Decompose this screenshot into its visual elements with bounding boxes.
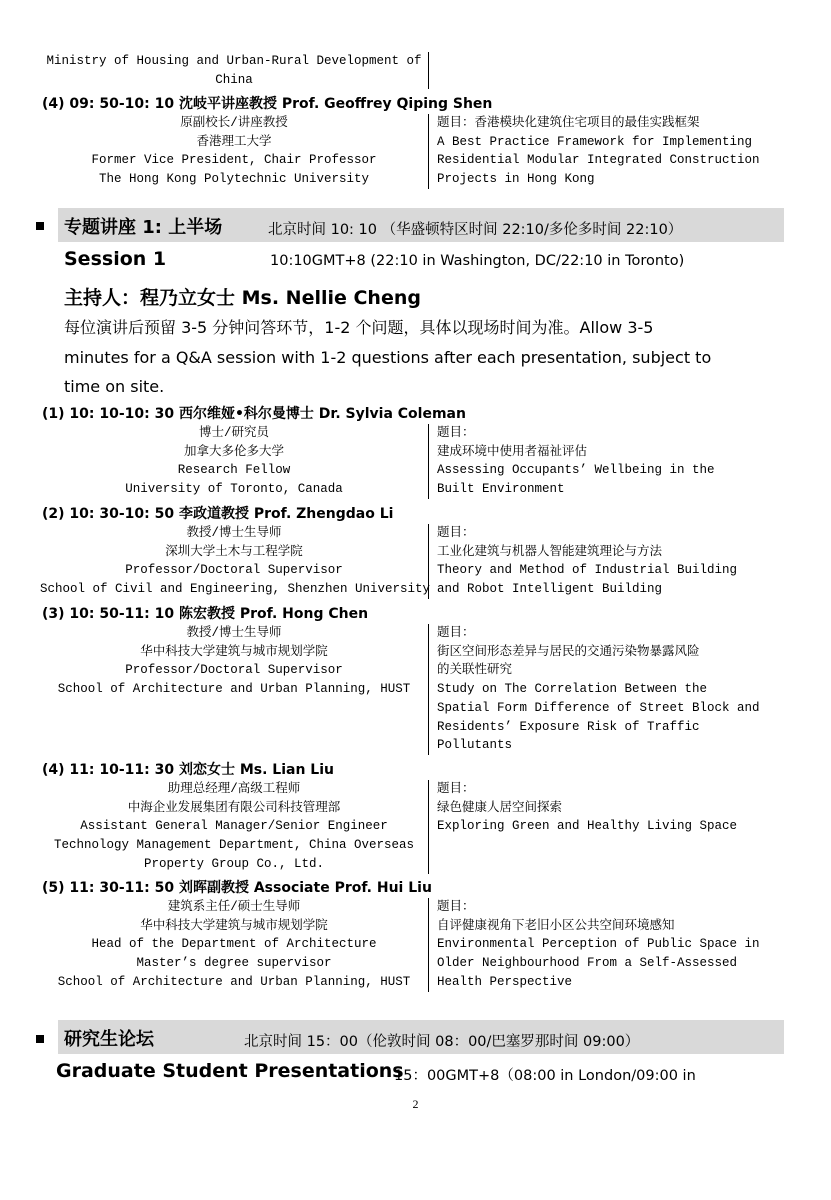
speaker-line: 助理总经理/高级工程师 xyxy=(167,782,301,796)
talk-speaker xyxy=(40,780,428,874)
topic-line: Health Perspective xyxy=(437,974,573,989)
topic-line: Pollutants xyxy=(437,738,513,753)
note-line: time on site. xyxy=(64,377,165,396)
speaker-line: Assistant General Manager/Senior Engineer xyxy=(80,819,388,834)
affiliation-line: Ministry of Housing and Urban-Rural Development of xyxy=(46,54,422,68)
speaker-line: 博士/研究员 xyxy=(198,426,269,440)
topic-line: Assessing Occupants’ Wellbeing in the xyxy=(437,463,715,478)
opening-talk-details xyxy=(40,114,800,189)
speaker-line: School of Architecture and Urban Planning, HUST xyxy=(57,974,411,989)
topic-line: 题目： xyxy=(437,782,475,796)
opening-talk-topic xyxy=(428,114,797,189)
topic-line: 自评健康视角下老旧小区公共空间环境感知 xyxy=(437,918,675,933)
speaker-line: School of Civil and Engineering, Shenzhen University xyxy=(40,582,431,597)
topic-line: Study on The Correlation Between the xyxy=(437,682,708,697)
topic-line: Exploring Green and Healthy Living Space xyxy=(437,819,738,834)
speaker-line: 华中科技大学建筑与城市规划学院 xyxy=(140,918,328,933)
speaker-line: Professor/Doctoral Supervisor xyxy=(125,663,343,678)
talk-speaker xyxy=(40,524,431,599)
talk-topic xyxy=(428,624,797,755)
session1-label: Session 1 xyxy=(64,248,167,270)
grad-title: Graduate Student Presentations xyxy=(56,1060,404,1082)
speaker-line: Technology Management Department, China Overseas xyxy=(53,838,415,853)
speaker-line: Head of the Department of Architecture xyxy=(91,937,377,952)
opening-talk-header: (4) 09: 50-10: 10 沈岐平讲座教授 Prof. Geoffrey Qiping Shen xyxy=(42,96,493,112)
talk-header: (3) 10: 50-11: 10 陈宏教授 Prof. Hong Chen xyxy=(42,606,369,622)
page-number: 2 xyxy=(412,1097,419,1111)
session1-time: 10:10GMT+8 (22:10 in Washington, DC/22:10 in Toronto) xyxy=(270,253,685,269)
speaker-line: 教授/博士生导师 xyxy=(186,526,282,540)
topic-line: 建成环境中使用者福祉评估 xyxy=(437,444,588,459)
session1-bullet-icon xyxy=(36,222,44,230)
top-affiliation-left xyxy=(40,52,428,89)
speaker-line: 原副校长/讲座教授 xyxy=(180,116,288,130)
opening-talk-speaker xyxy=(40,114,428,189)
speaker-line: 教授/博士生导师 xyxy=(186,626,282,640)
talk-details xyxy=(40,780,800,874)
talk-header: (4) 11: 10-11: 30 刘恋女士 Ms. Lian Liu xyxy=(42,762,334,778)
speaker-line: 建筑系主任/硕士生导师 xyxy=(167,900,301,914)
session1-host: 主持人：程乃立女士 Ms. Nellie Cheng xyxy=(64,287,421,309)
affiliation-line: China xyxy=(215,72,253,87)
topic-line: Built Environment xyxy=(437,482,565,497)
grad-banner-title: 研究生论坛 xyxy=(64,1029,154,1050)
topic-line: Theory and Method of Industrial Building xyxy=(437,563,738,578)
note-line: 每位演讲后预留 3-5 分钟问答环节，1-2 个问题，具体以现场时间为准。Allow 3-5 xyxy=(64,318,654,337)
speaker-line: University of Toronto, Canada xyxy=(125,482,343,497)
speaker-line: School of Architecture and Urban Planning, HUST xyxy=(57,682,411,697)
topic-line: 街区空间形态差异与居民的交通污染物暴露风险 xyxy=(437,644,700,659)
session1-banner-title: 专题讲座 1: 上半场 xyxy=(64,217,223,238)
speaker-line: The Hong Kong Polytechnic University xyxy=(98,172,370,187)
topic-line: and Robot Intelligent Building xyxy=(437,582,663,597)
top-affiliation-block xyxy=(40,52,800,89)
topic-line: Projects in Hong Kong xyxy=(437,172,595,187)
talk-topic xyxy=(428,524,797,599)
top-affiliation-right xyxy=(428,52,797,89)
topic-line: 的关联性研究 xyxy=(437,663,513,678)
grad-banner-time: 北京时间 15：00（伦敦时间 08：00/巴塞罗那时间 09:00） xyxy=(244,1034,640,1050)
talk-header: (1) 10: 10-10: 30 西尔维娅•科尔曼博士 Dr. Sylvia Coleman xyxy=(42,406,466,422)
speaker-line: 香港理工大学 xyxy=(196,134,272,149)
talk-topic xyxy=(428,780,797,874)
talk-details xyxy=(40,624,800,755)
talk-topic xyxy=(428,898,797,992)
talk-details xyxy=(40,524,800,599)
grad-time: 15：00GMT+8（08:00 in London/09:00 in xyxy=(394,1068,696,1084)
topic-line: 绿色健康人居空间探索 xyxy=(437,800,563,815)
speaker-line: Property Group Co., Ltd. xyxy=(143,856,325,871)
speaker-line: 加拿大多伦多大学 xyxy=(183,444,284,459)
topic-line: A Best Practice Framework for Implementing xyxy=(437,134,753,149)
topic-line: Residential Modular Integrated Construction xyxy=(437,153,760,168)
talk-speaker xyxy=(40,624,428,755)
speaker-line: Former Vice President, Chair Professor xyxy=(91,153,377,168)
talk-details xyxy=(40,424,800,499)
session1-note xyxy=(64,313,784,402)
speaker-line: 华中科技大学建筑与城市规划学院 xyxy=(140,644,328,659)
talk-speaker xyxy=(40,898,428,992)
talk-header: (5) 11: 30-11: 50 刘晖副教授 Associate Prof. Hui Liu xyxy=(42,880,432,896)
speaker-line: Master’s degree supervisor xyxy=(136,956,332,971)
grad-bullet-icon xyxy=(36,1035,44,1043)
speaker-line: 中海企业发展集团有限公司科技管理部 xyxy=(127,800,341,815)
topic-line: 题目： xyxy=(437,900,475,914)
topic-line: 题目： xyxy=(437,526,475,540)
talk-details xyxy=(40,898,800,992)
session1-banner-time: 北京时间 10: 10 （华盛顿特区时间 22:10/多伦多时间 22:10） xyxy=(268,222,683,238)
note-line: minutes for a Q&A session with 1-2 questions after each presentation, subject to xyxy=(64,347,712,367)
topic-line: Residents’ Exposure Risk of Traffic xyxy=(437,719,700,734)
topic-line: 题目： xyxy=(437,626,475,640)
topic-line: Environmental Perception of Public Space in xyxy=(437,937,760,952)
talk-speaker xyxy=(40,424,428,499)
topic-line: Older Neighbourhood From a Self-Assessed xyxy=(437,956,738,971)
speaker-line: Research Fellow xyxy=(177,463,291,478)
topic-line: 题目： xyxy=(437,426,475,440)
topic-line: 工业化建筑与机器人智能建筑理论与方法 xyxy=(437,544,663,559)
speaker-line: 深圳大学土木与工程学院 xyxy=(165,544,303,559)
topic-line: 题目：香港模块化建筑住宅项目的最佳实践框架 xyxy=(437,116,700,130)
speaker-line: Professor/Doctoral Supervisor xyxy=(125,563,343,578)
topic-line: Spatial Form Difference of Street Block and xyxy=(437,700,760,715)
talk-header: (2) 10: 30-10: 50 李政道教授 Prof. Zhengdao Li xyxy=(42,506,394,522)
talk-topic xyxy=(428,424,797,499)
